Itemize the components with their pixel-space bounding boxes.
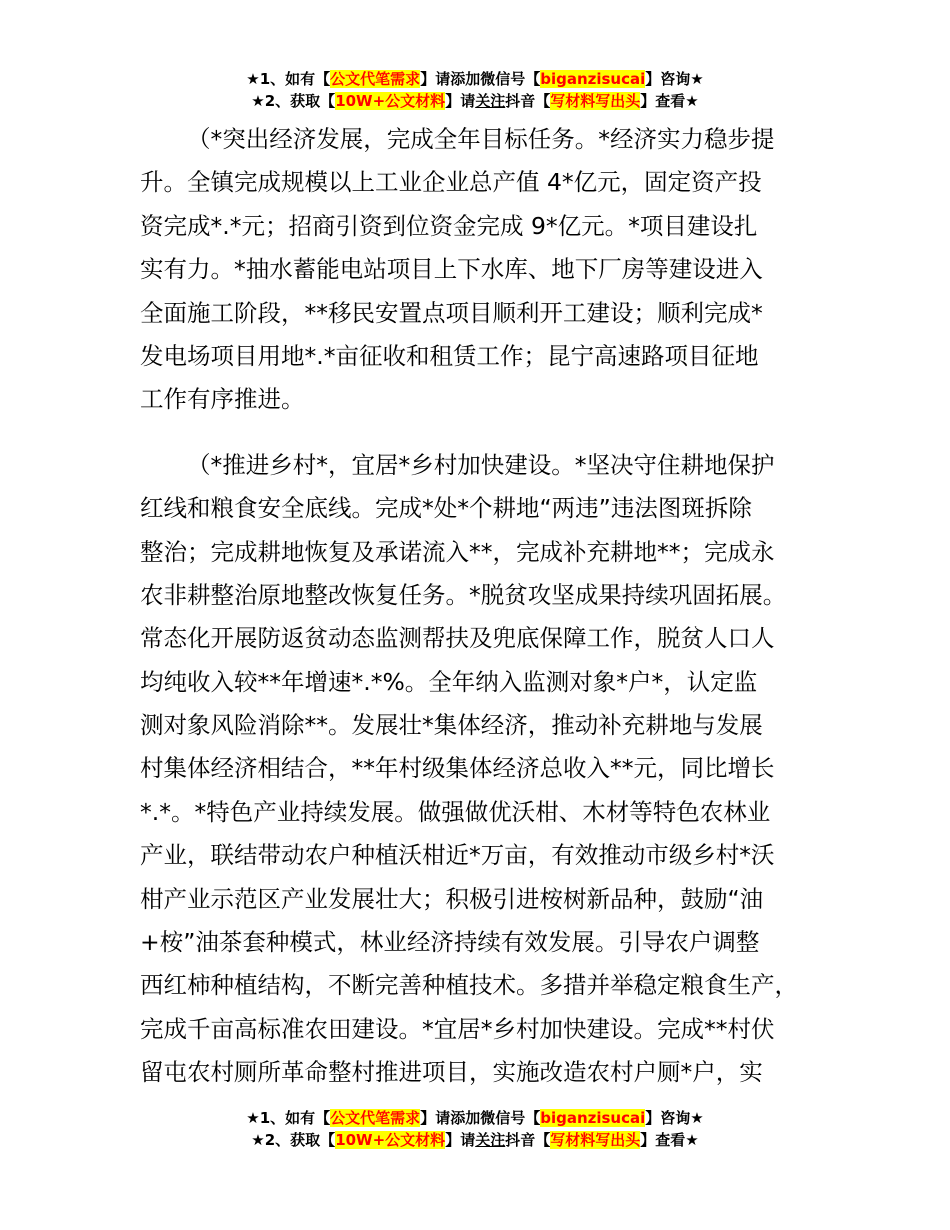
banner-line-2 <box>0 90 950 112</box>
banner-text: ★1、如有【 <box>246 70 331 88</box>
banner-text: 抖音【 <box>505 1131 551 1149</box>
banner-text: 】咨询★ <box>645 1109 704 1127</box>
paragraph-line: 升。全镇完成规模以上工业企业总产值 4*亿元，固定资产投 <box>140 168 762 197</box>
banner-highlight: 公文代笔需求 <box>330 1109 421 1127</box>
paragraph-line: 西红柿种植结构，不断完善种植技术。多措并举稳定粮食生产， <box>140 971 798 1000</box>
paragraph-line: 完成千亩高标准农田建设。*宜居*乡村加快建设。完成**村伏 <box>140 1014 775 1043</box>
banner-text: 】查看★ <box>640 1131 699 1149</box>
paragraph-line: 全面施工阶段，**移民安置点项目顺利开工建设；顺利完成* <box>140 298 763 327</box>
header-banner <box>0 68 950 112</box>
banner-highlight: 公文代笔需求 <box>330 70 421 88</box>
banner-highlight: 10W+公文材料 <box>335 1131 446 1149</box>
banner-underlined-text: 关注 <box>475 92 506 110</box>
paragraph-line: 工作有序推进。 <box>140 385 305 414</box>
paragraph-line: 农非耕整治原地整改恢复任务。*脱贫攻坚成果持续巩固拓展。 <box>140 580 787 609</box>
banner-text: 抖音【 <box>505 92 551 110</box>
wechat-id-highlight: biganzisucai <box>540 70 646 88</box>
paragraph-line: 产业，联结带动农户种植沃柑近*万亩，有效推动市级乡村*沃 <box>140 841 775 870</box>
paragraph-line: 留屯农村厕所革命整村推进项目，实施改造农村户厕*户，实 <box>140 1058 763 1087</box>
banner-underlined-text: 关注 <box>475 1131 506 1149</box>
paragraph-rural-revitalization <box>140 444 820 1095</box>
banner-highlight: 10W+公文材料 <box>335 92 446 110</box>
banner-line-1 <box>0 68 950 90</box>
paragraph-line: 均纯收入较**年增速*.*%。全年纳入监测对象*户*，认定监 <box>140 667 758 696</box>
paragraph-line: （*突出经济发展，完成全年目标任务。*经济实力稳步提 <box>187 125 775 153</box>
paragraph-line: 发电场项目用地*.*亩征收和租赁工作；昆宁高速路项目征地 <box>140 341 759 370</box>
banner-text: ★2、获取【 <box>251 92 336 110</box>
banner-text: ★1、如有【 <box>246 1109 331 1127</box>
paragraph-line: 资完成*.*元；招商引资到位资金完成 9*亿元。*项目建设扎 <box>140 211 758 240</box>
paragraph-line: 实有力。*抽水蓄能电站项目上下水库、地下厂房等建设进入 <box>140 255 763 284</box>
paragraph-line: 红线和粮食安全底线。完成*处*个耕地“两违”违法图斑拆除 <box>140 494 752 523</box>
wechat-id-highlight: biganzisucai <box>540 1109 646 1127</box>
paragraph-line: 常态化开展防返贫动态监测帮扶及兜底保障工作，脱贫人口人 <box>140 624 775 653</box>
banner-line-2 <box>0 1129 950 1151</box>
paragraph-line: （*推进乡村*，宜居*乡村加快建设。*坚决守住耕地保护 <box>187 450 775 479</box>
banner-line-1 <box>0 1107 950 1129</box>
paragraph-line: *.*。*特色产业持续发展。做强做优沃柑、木材等特色农林业 <box>140 797 771 826</box>
banner-text: 】请 <box>445 1131 476 1149</box>
banner-text: 】请 <box>445 92 476 110</box>
douyin-account-highlight: 写材料写出头 <box>550 92 641 110</box>
footer-banner <box>0 1107 950 1151</box>
douyin-account-highlight: 写材料写出头 <box>550 1131 641 1149</box>
banner-text: ★2、获取【 <box>251 1131 336 1149</box>
paragraph-line: 整治；完成耕地恢复及承诺流入**，完成补充耕地**；完成永 <box>140 537 775 566</box>
document-body <box>140 118 820 1095</box>
paragraph-line: +桉”油茶套种模式，林业经济持续有效发展。引导农户调整 <box>140 928 760 957</box>
banner-text: 】查看★ <box>640 92 699 110</box>
paragraph-economic-development <box>140 118 820 422</box>
paragraph-line: 村集体经济相结合，**年村级集体经济总收入**元，同比增长 <box>140 754 775 783</box>
paragraph-line: 测对象风险消除**。发展壮*集体经济，推动补充耕地与发展 <box>140 711 763 740</box>
paragraph-spacer <box>140 422 820 444</box>
banner-text: 】咨询★ <box>645 70 704 88</box>
banner-text: 】请添加微信号【 <box>420 1109 541 1127</box>
paragraph-line: 柑产业示范区产业发展壮大；积极引进桉树新品种，鼓励“油 <box>140 884 764 913</box>
banner-text: 】请添加微信号【 <box>420 70 541 88</box>
